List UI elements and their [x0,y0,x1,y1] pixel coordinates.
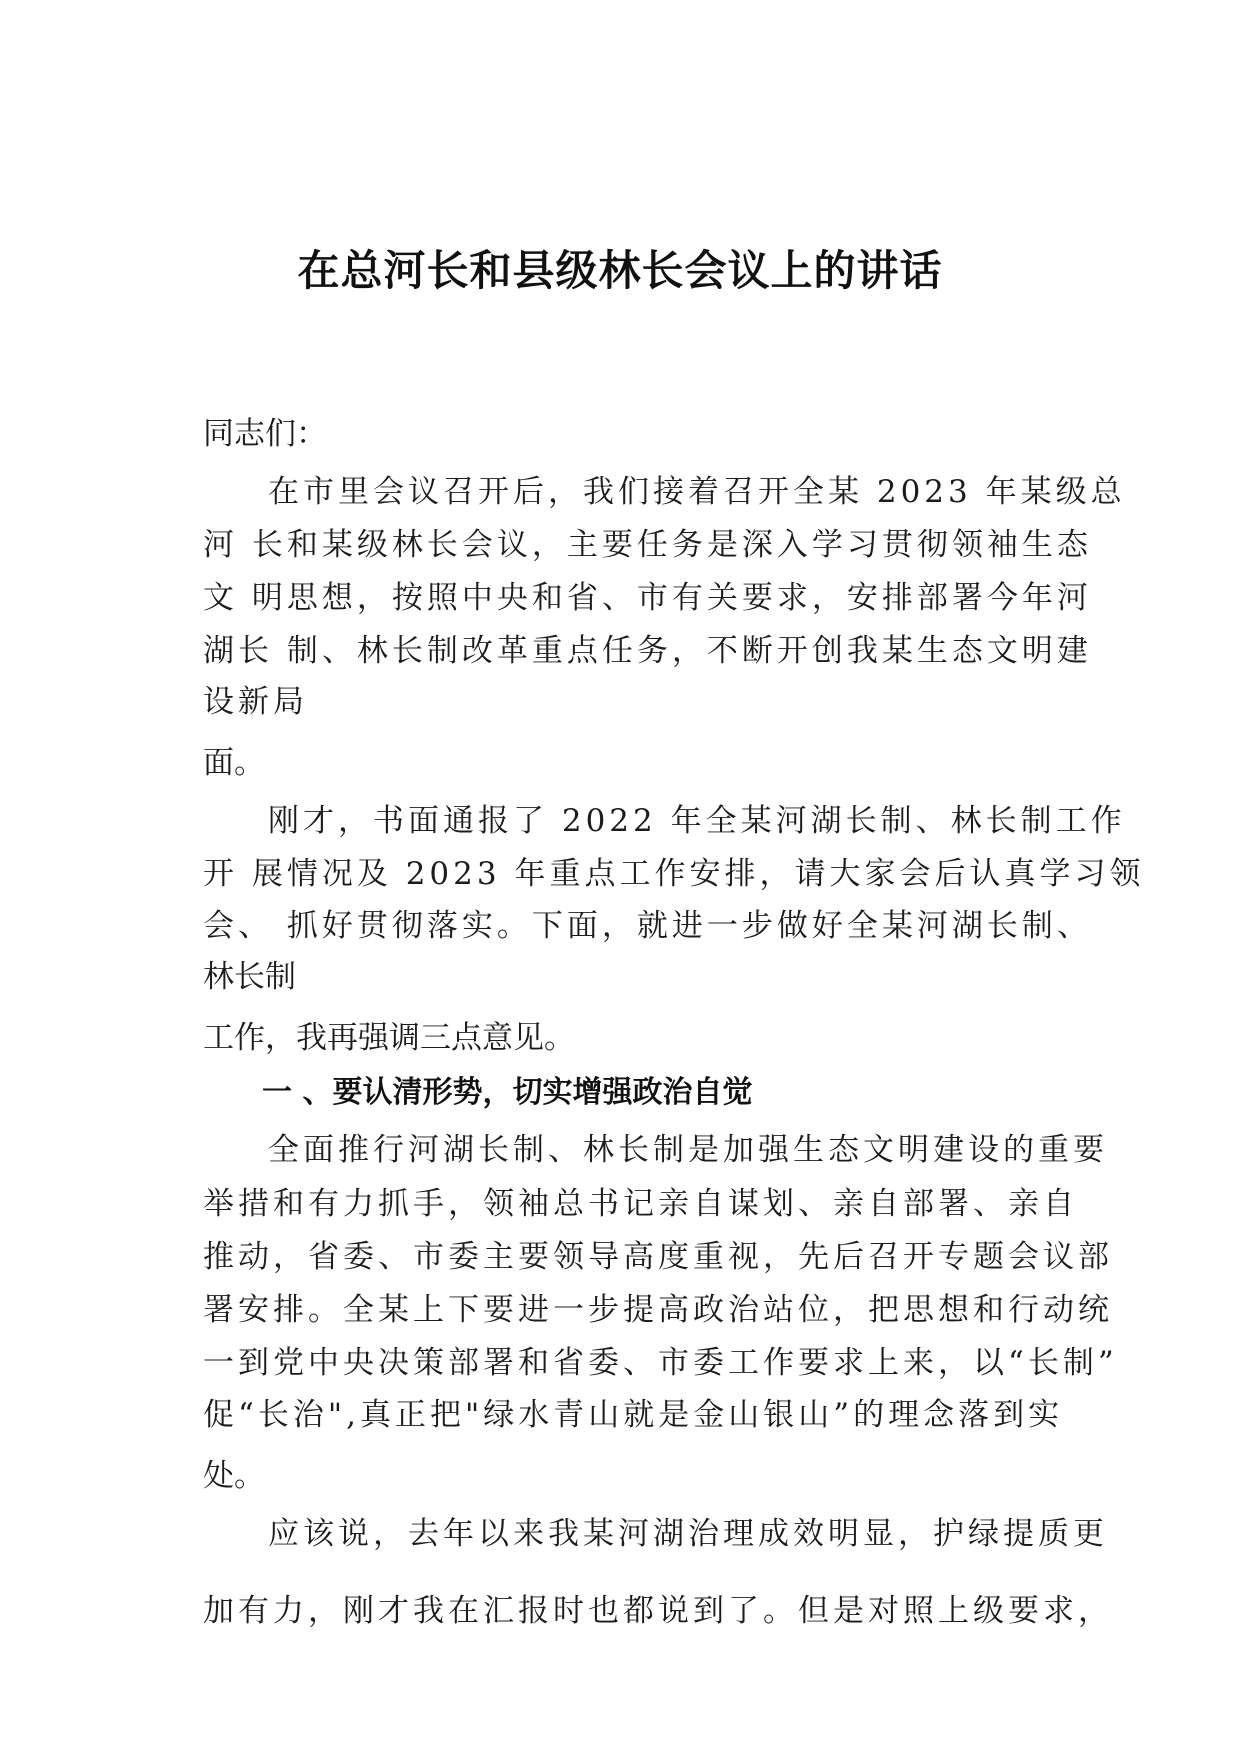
paragraph-line: 会、 抓好贯彻落实。下面，就进一步做好全某河湖长制、 [203,908,1092,944]
paragraph-line: 面。 [203,745,265,781]
paragraph-line: 开 展情况及 2023 年重点工作安排，请大家会后认真学习领 [203,856,1145,892]
salutation: 同志们： [203,416,327,452]
paragraph-line: 全面推行河湖长制、林长制是加强生态文明建设的重要 [268,1132,1108,1168]
paragraph-line: 工作，我再强调三点意见。 [203,1020,575,1056]
paragraph-line: 在市里会议召开后，我们接着召开全某 2023 年某级总 [268,474,1126,510]
paragraph-line: 林长制 [203,959,296,995]
document-title: 在总河长和县级林长会议上的讲话 [297,246,943,295]
paragraph-line: 署安排。全某上下要进一步提高政治站位，把思想和行动统 [203,1292,1113,1328]
paragraph-line: 举措和有力抓手，领袖总书记亲自谋划、亲自部署、亲自 [203,1186,1078,1222]
paragraph-line: 应该说，去年以来我某河湖治理成效明显，护绿提质更 [268,1516,1108,1552]
paragraph-line: 加有力，刚才我在汇报时也都说到了。但是对照上级要求， [203,1593,1113,1629]
paragraph-line: 湖长 制、林长制改革重点任务，不断开创我某生态文明建 [203,633,1092,669]
paragraph-line: 设新局 [203,684,308,720]
paragraph-line: 处。 [203,1458,265,1494]
section-heading: 一 、要认清形势，切实增强政治自觉 [262,1075,753,1110]
paragraph-line: 刚才，书面通报了 2022 年全某河湖长制、林长制工作 [268,803,1126,839]
paragraph-line: 促“长治",真正把"绿水青山就是金山银山”的理念落到实 [203,1397,1064,1433]
paragraph-line: 一到党中央决策部署和省委、市委工作要求上来，以“长制” [203,1345,1118,1381]
paragraph-line: 文 明思想，按照中央和省、市有关要求，安排部署今年河 [203,580,1092,616]
paragraph-line: 河 长和某级林长会议，主要任务是深入学习贯彻领袖生态 [203,527,1092,563]
paragraph-line: 推动，省委、市委主要领导高度重视，先后召开专题会议部 [203,1239,1113,1275]
